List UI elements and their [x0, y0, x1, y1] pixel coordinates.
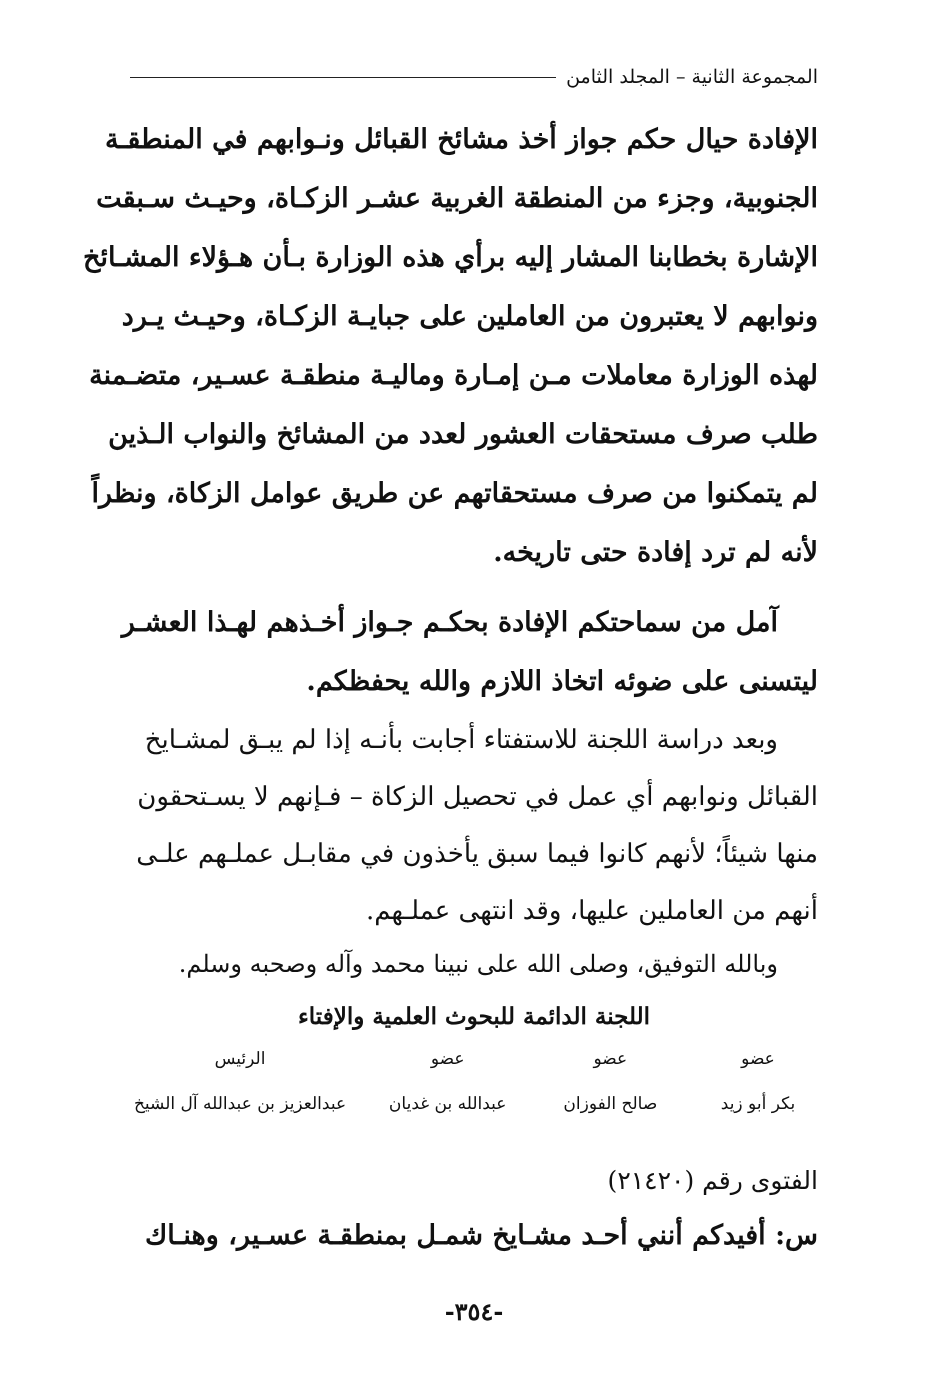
signatory-names [130, 1094, 818, 1114]
text-line: الجنوبية، وجزء من المنطقة الغربية عشـر الزكـاة، وحيـث سـبقت [96, 183, 818, 214]
fatwa-number: الفتوى رقم (٢١٤٢٠) [607, 1166, 818, 1195]
answer-paragraph [130, 712, 818, 940]
text-line: لم يتمكنوا من صرف مستحقاتهم عن طريق عوامل الزكاة، ونظراً [91, 478, 818, 509]
text-line: الإشارة بخطابنا المشار إليه برأي هذه الوزارة بـأن هـؤلاء المشـائخ [83, 242, 818, 273]
text-line: القبائل ونوابهم أي عمل في تحصيل الزكاة – فـإنهم لا يسـتحقون [137, 782, 818, 812]
signatory-role: عضو [741, 1049, 775, 1069]
page-number: -٣٥٤- [444, 1297, 504, 1326]
text-line: ونوابهم لا يعتبرون من العاملين على جبايـة الزكـاة، وحيـث يـرد [121, 301, 818, 332]
signatory-name: صالح الفوزان [563, 1094, 658, 1114]
running-header [130, 62, 818, 92]
signatory-role: الرئيس [214, 1049, 266, 1069]
text-line: ليتسنى على ضوئه اتخاذ اللازم والله يحفظكم. [306, 666, 818, 697]
text-line: لأنه لم ترد إفادة حتى تاريخه. [493, 537, 818, 568]
signatory-name: بكر أبو زيد [720, 1094, 796, 1114]
signatory-role: عضو [593, 1049, 628, 1069]
text-line: الإفادة حيال حكم جواز أخذ مشائخ القبائل ونـوابهم في المنطقـة [105, 124, 818, 155]
bold-paragraph-1 [83, 110, 818, 582]
text-line: أنهم من العاملين عليها، وقد انتهى عملـهم. [365, 896, 818, 926]
text-line: وبعد دراسة اللجنة للاستفتاء أجابت بأنـه إذا لم يبـق لمشـايخ [144, 725, 778, 755]
committee-name: اللجنة الدائمة للبحوث العلمية والإفتاء [297, 1003, 651, 1030]
text-line: آمل من سماحتكم الإفادة بحكـم جـواز أخـذهم لهـذا العشـر [121, 607, 778, 638]
question-text: س: أفيدكم أنني أحـد مشـايخ شمـل بمنطقـة عسـير، وهنـاك [145, 1220, 818, 1251]
text-line: منها شيئاً؛ لأنهم كانوا فيما سبق يأخذون في مقابـل عملـهم علـى [136, 839, 818, 869]
signatory-name: عبدالعزيز بن عبدالله آل الشيخ [133, 1094, 347, 1114]
text-line: طلب صرف مستحقات العشور لعدد من المشائخ والنواب الـذين [108, 419, 818, 450]
signatory-roles [130, 1049, 818, 1069]
closing-line: وبالله التوفيق، وصلى الله على نبينا محمد وآله وصحبه وسلم. [178, 950, 778, 978]
text-line: لهذه الوزارة معاملات مـن إمـارة وماليـة منطقـة عسـير، متضـمنة [89, 360, 818, 391]
bold-paragraph-2 [121, 593, 818, 711]
header-rule [130, 77, 556, 78]
signatory-role: عضو [430, 1049, 465, 1069]
running-title: المجموعة الثانية – المجلد الثامن [566, 66, 818, 88]
signatory-name: عبدالله بن غديان [388, 1094, 507, 1114]
